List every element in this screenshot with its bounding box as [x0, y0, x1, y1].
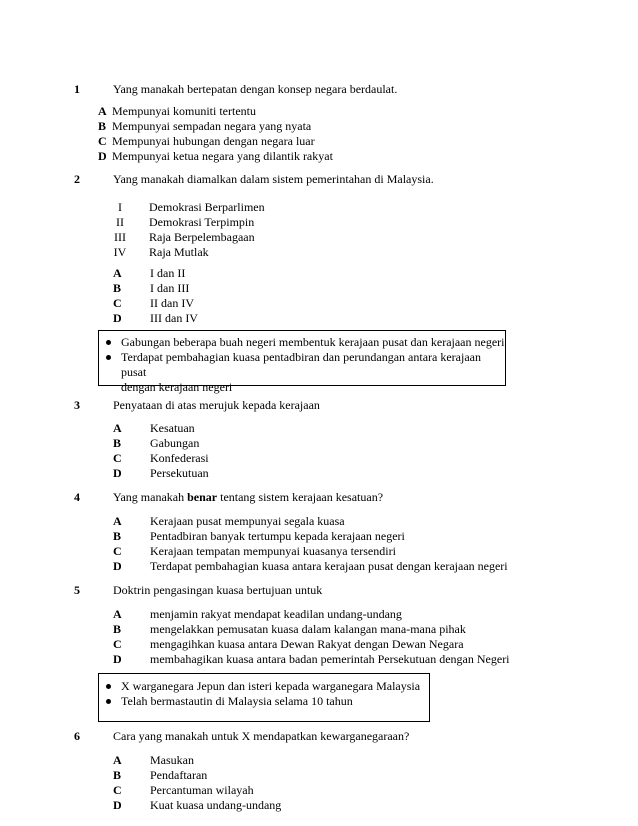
- q1-option-a: A Mempunyai komuniti tertentu: [98, 104, 256, 118]
- q5-option-d: D membahagikan kuasa antara badan pemerintah Persekutuan dengan Negeri: [113, 652, 510, 666]
- q3-stem: Penyataan di atas merujuk kepada kerajaan: [113, 398, 320, 412]
- q4-option-d: D Terdapat pembahagian kuasa antara kerajaan pusat dengan kerajaan negeri: [113, 559, 508, 573]
- info-box-1: [98, 330, 506, 394]
- q1-number: 1: [74, 82, 80, 96]
- q2-statement-2: II Demokrasi Terpimpin: [116, 215, 255, 229]
- q2-option-c: C II dan IV: [113, 296, 194, 310]
- q1-option-d: D Mempunyai ketua negara yang dilantik rakyat: [98, 149, 333, 163]
- q1-stem: Yang manakah bertepatan dengan konsep negara berdaulat.: [113, 82, 398, 96]
- q4-stem: Yang manakah benar tentang sistem kerajaan kesatuan?: [113, 490, 384, 504]
- q5-option-b: B mengelakkan pemusatan kuasa dalam kalangan mana-mana pihak: [113, 622, 466, 636]
- q5-number: 5: [74, 583, 80, 597]
- q2-number: 2: [74, 172, 80, 186]
- q1-option-b: B Mempunyai sempadan negara yang nyata: [98, 119, 312, 133]
- q5-option-c: C mengagihkan kuasa antara Dewan Rakyat dengan Dewan Negara: [113, 637, 464, 651]
- info-box-2-item-1: X warganegara Jepun dan isteri kepada warganegara Malaysia: [99, 679, 429, 694]
- q4-option-b: B Pentadbiran banyak tertumpu kepada kerajaan negeri: [113, 529, 405, 543]
- q3-number: 3: [74, 398, 80, 412]
- q1-option-c: C Mempunyai hubungan dengan negara luar: [98, 134, 315, 148]
- q6-option-a: A Masukan: [113, 753, 194, 767]
- q2-stem: Yang manakah diamalkan dalam sistem pemerintahan di Malaysia.: [113, 172, 434, 186]
- q3-option-c: C Konfederasi: [113, 451, 209, 465]
- q2-statement-4: IV Raja Mutlak: [113, 245, 209, 259]
- q3-option-a: A Kesatuan: [113, 421, 195, 435]
- info-box-1-item-1: Gabungan beberapa buah negeri membentuk kerajaan pusat dan kerajaan negeri: [99, 335, 505, 350]
- q4-number: 4: [74, 490, 80, 504]
- q3-option-d: D Persekutuan: [113, 466, 209, 480]
- q2-option-b: B I dan III: [113, 281, 190, 295]
- q6-option-c: C Percantuman wilayah: [113, 783, 254, 797]
- q6-stem: Cara yang manakah untuk X mendapatkan kewarganegaraan?: [113, 729, 410, 743]
- q4-option-c: C Kerajaan tempatan mempunyai kuasanya tersendiri: [113, 544, 396, 558]
- q6-number: 6: [74, 729, 80, 743]
- q2-option-a: A I dan II: [113, 266, 186, 280]
- q5-option-a: A menjamin rakyat mendapat keadilan undang-undang: [113, 607, 402, 621]
- info-box-1-item-2: Terdapat pembahagian kuasa pentadbiran dan perundangan antara kerajaan pusat dengan kerajaan negeri: [99, 350, 505, 395]
- info-box-2-item-2: Telah bermastautin di Malaysia selama 10 tahun: [99, 694, 429, 709]
- info-box-2: [98, 673, 430, 722]
- q3-option-b: B Gabungan: [113, 436, 200, 450]
- q6-option-b: B Pendaftaran: [113, 768, 208, 782]
- q2-option-d: D III dan IV: [113, 311, 198, 325]
- info-box-1-item-2-continuation: dengan kerajaan negeri: [121, 380, 233, 394]
- q2-statement-3: III Raja Berpelembagaan: [114, 230, 255, 244]
- q4-stem-emphasis: benar: [187, 490, 218, 504]
- q2-statement-1: I Demokrasi Berparlimen: [118, 200, 265, 214]
- q6-option-d: D Kuat kuasa undang-undang: [113, 798, 282, 812]
- q5-stem: Doktrin pengasingan kuasa bertujuan untuk: [113, 583, 323, 597]
- q4-option-a: A Kerajaan pusat mempunyai segala kuasa: [113, 514, 345, 528]
